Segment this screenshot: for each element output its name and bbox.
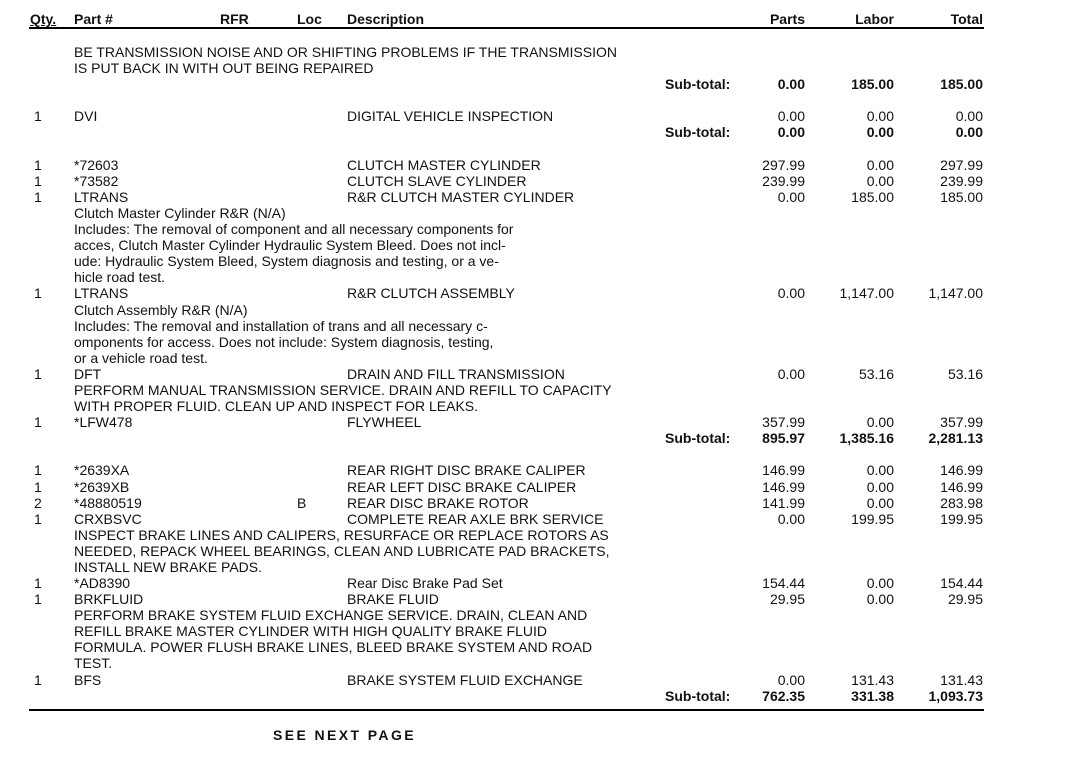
- line-qty: 1: [34, 511, 42, 527]
- line-qty: 1: [34, 173, 42, 189]
- line-labor: 53.16: [858, 366, 894, 382]
- line-parts: 0.00: [777, 285, 805, 301]
- line-item: [0, 575, 1080, 591]
- subtotal-label: Sub-total:: [665, 688, 731, 704]
- line-qty: 1: [34, 157, 42, 173]
- line-total: 1,147.00: [928, 285, 983, 301]
- line-total: 146.99: [940, 479, 983, 495]
- line-qty: 1: [34, 479, 42, 495]
- header-parts: Parts: [769, 11, 805, 27]
- subtotal-label: Sub-total:: [665, 76, 731, 92]
- line-parts: 0.00: [777, 366, 805, 382]
- line-labor: 0.00: [866, 108, 894, 124]
- line-part-number: *2639XB: [74, 479, 130, 495]
- line-item: [0, 462, 1080, 478]
- line-qty: 1: [34, 414, 42, 430]
- subtotal-row: [0, 688, 1080, 704]
- note-line: ude: Hydraulic System Bleed, System diagnosis and testing, or a ve-: [74, 253, 499, 270]
- line-labor: 131.43: [851, 672, 894, 688]
- note-line: REFILL BRAKE MASTER CYLINDER WITH HIGH QUALITY BRAKE FLUID: [74, 623, 547, 640]
- note-line: INSPECT BRAKE LINES AND CALIPERS, RESURFACE OR REPLACE ROTORS AS: [74, 527, 609, 543]
- line-item: [0, 366, 1080, 382]
- line-qty: 1: [34, 462, 42, 478]
- line-labor: 0.00: [866, 495, 894, 511]
- header-rule: [29, 27, 984, 29]
- line-description: CLUTCH MASTER CYLINDER: [347, 157, 541, 173]
- line-qty: 1: [34, 672, 42, 688]
- line-parts: 239.99: [762, 173, 805, 189]
- note-line: acces, Clutch Master Cylinder Hydraulic System Bleed. Does not incl-: [74, 237, 506, 254]
- header-qty: Qty.: [30, 11, 57, 27]
- line-qty: 1: [34, 285, 42, 301]
- line-qty: 2: [34, 495, 42, 511]
- line-qty: 1: [34, 591, 42, 607]
- note-line: IS PUT BACK IN WITH OUT BEING REPAIRED: [74, 60, 374, 77]
- line-part-number: *73582: [74, 173, 119, 189]
- note-line: TEST.: [74, 655, 113, 672]
- subtotal-labor: 0.00: [866, 124, 894, 140]
- line-loc: B: [297, 495, 307, 511]
- line-parts: 357.99: [762, 414, 805, 430]
- line-part-number: DVI: [74, 108, 98, 124]
- subtotal-parts: 0.00: [777, 124, 805, 140]
- line-description: R&R CLUTCH ASSEMBLY: [347, 285, 515, 301]
- line-labor: 0.00: [866, 173, 894, 189]
- line-labor: 0.00: [866, 462, 894, 478]
- note-brake-fluid-service: [74, 607, 592, 671]
- line-item: [0, 108, 1080, 124]
- line-description: Rear Disc Brake Pad Set: [347, 575, 503, 591]
- note-line: PERFORM BRAKE SYSTEM FLUID EXCHANGE SERVICE. DRAIN, CLEAN AND: [74, 607, 588, 623]
- line-total: 297.99: [940, 157, 983, 173]
- line-parts: 0.00: [777, 511, 805, 527]
- note-clutch-master-cylinder: [74, 205, 513, 285]
- header-description: Description: [347, 11, 425, 27]
- line-part-number: DFT: [74, 366, 102, 382]
- subtotal-labor: 331.38: [851, 688, 894, 704]
- line-part-number: *48880519: [74, 495, 142, 511]
- subtotal-total: 185.00: [940, 76, 983, 92]
- line-description: REAR LEFT DISC BRAKE CALIPER: [347, 479, 577, 495]
- line-part-number: *LFW478: [74, 414, 133, 430]
- line-description: REAR DISC BRAKE ROTOR: [347, 495, 529, 511]
- line-labor: 0.00: [866, 414, 894, 430]
- line-parts: 0.00: [777, 189, 805, 205]
- note-line: or a vehicle road test.: [74, 350, 208, 367]
- line-description: CLUTCH SLAVE CYLINDER: [347, 173, 527, 189]
- subtotal-total: 1,093.73: [928, 688, 983, 704]
- note-rear-axle-service: [74, 527, 610, 575]
- line-parts: 29.95: [769, 591, 805, 607]
- line-total: 185.00: [940, 189, 983, 205]
- line-labor: 0.00: [866, 591, 894, 607]
- subtotal-total: 0.00: [955, 124, 983, 140]
- line-parts: 146.99: [762, 462, 805, 478]
- line-total: 29.95: [947, 591, 983, 607]
- line-labor: 0.00: [866, 575, 894, 591]
- line-parts: 154.44: [762, 575, 805, 591]
- subtotal-labor: 1,385.16: [839, 430, 894, 446]
- line-part-number: LTRANS: [74, 285, 129, 301]
- header-labor: Labor: [855, 11, 894, 27]
- line-part-number: *2639XA: [74, 462, 130, 478]
- line-parts: 297.99: [762, 157, 805, 173]
- note-line: PERFORM MANUAL TRANSMISSION SERVICE. DRAIN AND REFILL TO CAPACITY: [74, 382, 612, 398]
- note-line: Includes: The removal and installation of trans and all necessary c-: [74, 318, 488, 335]
- line-total: 283.98: [940, 495, 983, 511]
- line-part-number: LTRANS: [74, 189, 129, 205]
- line-total: 146.99: [940, 462, 983, 478]
- note-line: INSTALL NEW BRAKE PADS.: [74, 559, 263, 576]
- line-part-number: BRKFLUID: [74, 591, 144, 607]
- note-line: Clutch Assembly R&R (N/A): [74, 302, 248, 318]
- line-item: [0, 414, 1080, 430]
- subtotal-label: Sub-total:: [665, 430, 731, 446]
- line-item: [0, 479, 1080, 495]
- line-item: [0, 511, 1080, 527]
- subtotal-row: [0, 76, 1080, 92]
- line-part-number: BFS: [74, 672, 102, 688]
- line-item: [0, 157, 1080, 173]
- header-rfr: RFR: [220, 11, 249, 27]
- line-parts: 141.99: [762, 495, 805, 511]
- note-line: BE TRANSMISSION NOISE AND OR SHIFTING PROBLEMS IF THE TRANSMISSION: [74, 44, 617, 60]
- subtotal-row: [0, 124, 1080, 140]
- note-line: WITH PROPER FLUID. CLEAN UP AND INSPECT FOR LEAKS.: [74, 398, 479, 415]
- line-labor: 185.00: [851, 189, 894, 205]
- line-qty: 1: [34, 575, 42, 591]
- note-line: omponents for access. Does not include: System diagnosis, testing,: [74, 334, 494, 351]
- line-description: DRAIN AND FILL TRANSMISSION: [347, 366, 565, 382]
- line-description: BRAKE FLUID: [347, 591, 439, 607]
- see-next-page: SEE NEXT PAGE: [273, 727, 416, 743]
- line-total: 154.44: [940, 575, 983, 591]
- line-item: [0, 672, 1080, 688]
- footer-rule: [29, 709, 984, 711]
- line-labor: 1,147.00: [839, 285, 894, 301]
- line-qty: 1: [34, 108, 42, 124]
- header-loc: Loc: [297, 11, 322, 27]
- line-description: COMPLETE REAR AXLE BRK SERVICE: [347, 511, 604, 527]
- line-total: 0.00: [955, 108, 983, 124]
- subtotal-label: Sub-total:: [665, 124, 731, 140]
- line-description: FLYWHEEL: [347, 414, 422, 430]
- header-part-number: Part #: [74, 11, 113, 27]
- line-description: R&R CLUTCH MASTER CYLINDER: [347, 189, 575, 205]
- subtotal-parts: 0.00: [777, 76, 805, 92]
- note-clutch-assembly: [74, 302, 493, 366]
- subtotal-total: 2,281.13: [928, 430, 983, 446]
- line-labor: 0.00: [866, 157, 894, 173]
- line-parts: 0.00: [777, 108, 805, 124]
- note-transmission-warning: [74, 44, 617, 76]
- line-labor: 199.95: [851, 511, 894, 527]
- line-labor: 0.00: [866, 479, 894, 495]
- line-parts: 0.00: [777, 672, 805, 688]
- note-line: FORMULA. POWER FLUSH BRAKE LINES, BLEED BRAKE SYSTEM AND ROAD: [74, 639, 593, 656]
- line-part-number: *AD8390: [74, 575, 131, 591]
- subtotal-parts: 895.97: [762, 430, 805, 446]
- subtotal-row: [0, 430, 1080, 446]
- note-line: hicle road test.: [74, 269, 166, 286]
- line-description: REAR RIGHT DISC BRAKE CALIPER: [347, 462, 586, 478]
- note-line: Clutch Master Cylinder R&R (N/A): [74, 205, 286, 221]
- header-total: Total: [950, 11, 983, 27]
- line-total: 199.95: [940, 511, 983, 527]
- note-line: Includes: The removal of component and all necessary components for: [74, 221, 514, 238]
- note-line: NEEDED, REPACK WHEEL BEARINGS, CLEAN AND LUBRICATE PAD BRACKETS,: [74, 543, 610, 560]
- line-parts: 146.99: [762, 479, 805, 495]
- subtotal-parts: 762.35: [762, 688, 805, 704]
- line-part-number: *72603: [74, 157, 119, 173]
- line-description: BRAKE SYSTEM FLUID EXCHANGE: [347, 672, 583, 688]
- line-item: [0, 173, 1080, 189]
- line-qty: 1: [34, 189, 42, 205]
- note-transmission-service: [74, 382, 612, 414]
- line-total: 131.43: [940, 672, 983, 688]
- line-description: DIGITAL VEHICLE INSPECTION: [347, 108, 554, 124]
- line-item: [0, 495, 1080, 511]
- line-item: [0, 189, 1080, 205]
- line-total: 239.99: [940, 173, 983, 189]
- line-total: 357.99: [940, 414, 983, 430]
- line-item: [0, 591, 1080, 607]
- line-qty: 1: [34, 366, 42, 382]
- line-total: 53.16: [947, 366, 983, 382]
- line-part-number: CRXBSVC: [74, 511, 142, 527]
- line-item: [0, 285, 1080, 301]
- subtotal-labor: 185.00: [851, 76, 894, 92]
